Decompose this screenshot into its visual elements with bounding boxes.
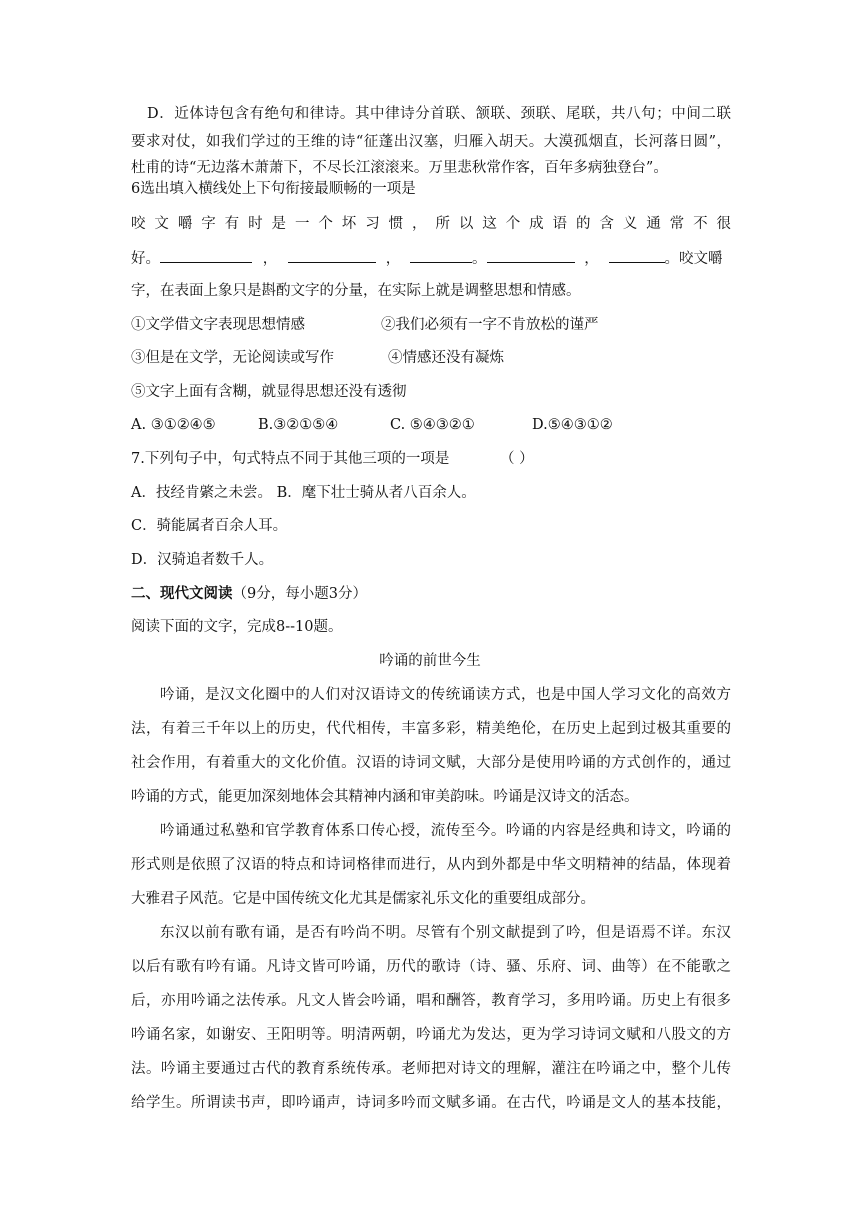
article-p1-line-4: 吟诵的方式，能更加深刻地体会其精神内涵和审美韵味。吟诵是汉诗文的活态。 [131, 789, 639, 805]
blank-sep-2: ， [385, 251, 401, 267]
sentence-3: ③但是在文学，无论阅读或写作 [131, 350, 334, 366]
article-title: 吟诵的前世今生 [379, 653, 481, 669]
q7-choice-ab: A．技经肯綮之未尝。 B．麾下壮士骑从者八百余人。 [131, 485, 476, 501]
blank-2 [288, 248, 376, 263]
blank-5 [609, 248, 665, 263]
question-6-passage-line-1: 咬文嚼字有时是一个坏习惯，所以这个成语的含义通常不很 [131, 216, 731, 232]
question-6-prompt: 6选出填入横线处上下句衔接最顺畅的一项是 [131, 181, 416, 197]
sentence-5: ⑤文字上面有含糊，就显得思想还没有透彻 [131, 384, 407, 400]
sentence-4: ④情感还没有凝炼 [388, 350, 504, 366]
blank-1 [160, 248, 252, 263]
article-p2-line-1: 吟诵通过私塾和官学教育体系口传心授，流传至今。吟诵的内容是经典和诗文，吟诵的 [160, 823, 731, 839]
article-p3-line-2: 以后有歌有吟有诵。凡诗文皆可吟诵，历代的歌诗（诗、骚、乐府、词、曲等）在不能歌之 [131, 959, 731, 975]
blank-line-end: 。咬文嚼 [664, 251, 723, 267]
article-p3-line-5: 法。吟诵主要通过古代的教育系统传承。老师把对诗文的理解，灌注在吟诵之中，整个儿传 [131, 1061, 731, 1077]
option-d-line-2: 要求对仗，如我们学过的王维的诗“征蓬出汉塞，归雁入胡天。大漠孤烟直，长河落日圆”， [131, 134, 731, 150]
section-2-heading [131, 584, 367, 604]
q7-choice-c: C．骑能属者百余人耳。 [131, 518, 288, 534]
article-p3-line-1: 东汉以前有歌有诵，是否有吟尚不明。尽管有个别文献提到了吟，但是语焉不详。东汉 [160, 925, 731, 941]
question-6-blanks-line [131, 248, 731, 269]
article-p3-line-6: 给学生。所谓读书声，即吟诵声，诗词多吟而文赋多诵。在古代，吟诵是文人的基本技能， [131, 1095, 731, 1111]
blank-3 [410, 248, 472, 263]
q6-choice-b: B.③②①⑤④ [258, 417, 339, 433]
question-7-answer-paren: （ ） [500, 451, 534, 467]
question-7-prompt: 7.下列句子中，句式特点不同于其他三项的一项是 [131, 451, 450, 467]
section-2-title: 二、现代文阅读 [131, 585, 233, 602]
blank-4 [487, 248, 575, 263]
q6-choice-d: D.⑤④③①② [532, 417, 613, 433]
article-p2-line-3: 大雅君子风范。它是中国传统文化尤其是儒家礼乐文化的重要组成部分。 [131, 891, 595, 907]
option-d-line-1: D．近体诗包含有绝句和律诗。其中律诗分首联、颔联、颈联、尾联，共八句；中间二联 [147, 106, 731, 122]
article-p2-line-2: 形式则是依照了汉语的特点和诗词格律而进行，从内到外都是中华文明精神的结晶，体现着 [131, 857, 731, 873]
blank-sep-3: 。 [472, 251, 487, 267]
article-p3-line-4: 吟诵名家，如谢安、王阳明等。明清两朝，吟诵尤为发达，更为学习诗词文赋和八股文的方 [131, 1027, 731, 1043]
q6-choice-c: C. ⑤④③②① [390, 417, 475, 433]
blank-line-start: 好。 [131, 251, 160, 267]
q6-choice-a: A. ③①②④⑤ [131, 417, 216, 433]
section-2-instruction: 阅读下面的文字，完成8--10题。 [131, 619, 343, 635]
article-p1-line-2: 法，有着三千年以上的历史，代代相传，丰富多彩，精美绝伦，在历史上起到过极其重要的 [131, 721, 731, 737]
section-2-score-note: （9分，每小题3分） [232, 586, 367, 602]
q7-choice-d: D．汉骑追者数千人。 [131, 552, 274, 568]
blank-sep-4: ， [584, 251, 599, 267]
sentence-2: ②我们必须有一字不肯放松的谨严 [381, 317, 599, 333]
article-p1-line-3: 社会作用，有着重大的文化价值。汉语的诗词文赋，大部分是使用吟诵的方式创作的，通过 [131, 755, 731, 771]
sentence-1: ①文学借文字表现思想情感 [131, 317, 305, 333]
blank-sep-1: ， [262, 251, 278, 267]
question-6-passage-line-3: 字，在表面上象只是斟酌文字的分量，在实际上就是调整思想和情感。 [131, 283, 581, 299]
article-p3-line-3: 后，亦用吟诵之法传承。凡文人皆会吟诵，唱和酬答，教育学习，多用吟诵。历史上有很多 [131, 993, 731, 1009]
option-d-line-3: 杜甫的诗“无边落木萧萧下，不尽长江滚滚来。万里悲秋常作客，百年多病独登台”。 [131, 160, 668, 176]
article-p1-line-1: 吟诵，是汉文化圈中的人们对汉语诗文的传统诵读方式，也是中国人学习文化的高效方 [160, 687, 731, 703]
